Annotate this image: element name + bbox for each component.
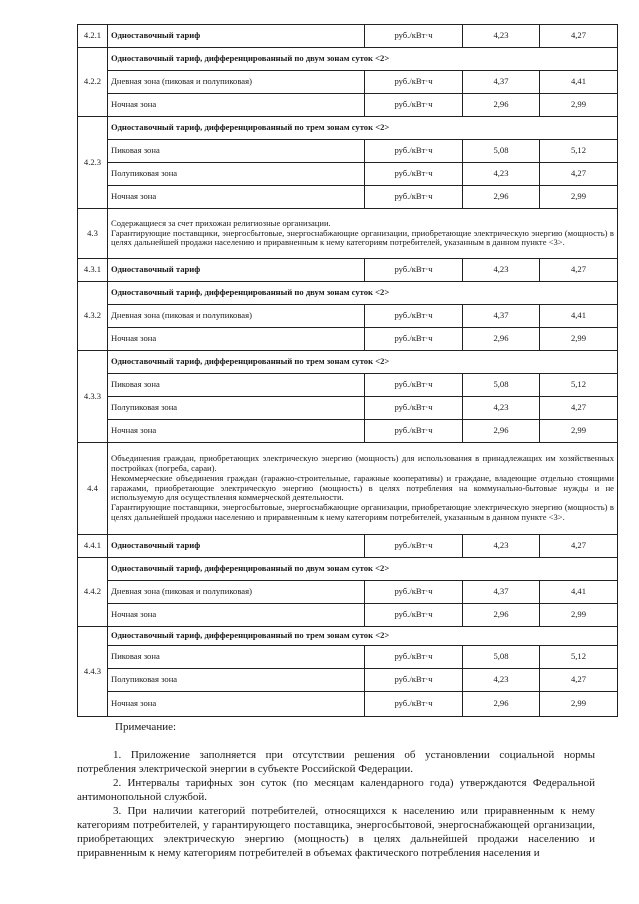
row-number: 4.3.2 xyxy=(78,282,108,351)
unit-cell: руб./кВт·ч xyxy=(365,71,463,94)
row-label: Одноставочный тариф xyxy=(108,25,365,48)
tariff-value-1: 2,96 xyxy=(463,604,540,627)
row-label: Ночная зона xyxy=(108,420,365,443)
tariff-value-1: 4,23 xyxy=(463,25,540,48)
table-row xyxy=(78,692,618,717)
unit-cell: руб./кВт·ч xyxy=(365,259,463,282)
tariff-value-1: 5,08 xyxy=(463,140,540,163)
table-row xyxy=(78,374,618,397)
unit-cell: руб./кВт·ч xyxy=(365,305,463,328)
unit-cell: руб./кВт·ч xyxy=(365,186,463,209)
unit-cell: руб./кВт·ч xyxy=(365,581,463,604)
row-number: 4.3.1 xyxy=(78,259,108,282)
table-row xyxy=(78,646,618,669)
table-row xyxy=(78,71,618,94)
tariff-value-1: 4,23 xyxy=(463,397,540,420)
tariff-value-2: 2,99 xyxy=(540,604,618,627)
tariff-value-1: 2,96 xyxy=(463,94,540,117)
unit-cell: руб./кВт·ч xyxy=(365,94,463,117)
table-row xyxy=(78,535,618,558)
table-row xyxy=(78,48,618,71)
row-number: 4.4.2 xyxy=(78,558,108,627)
table-row xyxy=(78,209,618,259)
unit-cell: руб./кВт·ч xyxy=(365,646,463,669)
unit-cell: руб./кВт·ч xyxy=(365,420,463,443)
tariff-value-1: 4,23 xyxy=(463,259,540,282)
row-label: Дневная зона (пиковая и полупиковая) xyxy=(108,71,365,94)
row-label: Пиковая зона xyxy=(108,646,365,669)
note-1: 1. Приложение заполняется при отсутствии решения об установлении социальной нормы потребления электрической энергии в субъекте Российской Федерации. xyxy=(77,749,595,775)
table-row xyxy=(78,443,618,535)
tariff-value-1: 4,23 xyxy=(463,669,540,692)
tariff-value-2: 4,41 xyxy=(540,71,618,94)
table-row xyxy=(78,604,618,627)
unit-cell: руб./кВт·ч xyxy=(365,328,463,351)
row-label: Дневная зона (пиковая и полупиковая) xyxy=(108,305,365,328)
tariff-value-2: 2,99 xyxy=(540,94,618,117)
tariff-value-2: 2,99 xyxy=(540,420,618,443)
tariff-table xyxy=(77,24,618,717)
table-row xyxy=(78,25,618,48)
row-label: Ночная зона xyxy=(108,94,365,117)
unit-cell: руб./кВт·ч xyxy=(365,163,463,186)
row-label: Ночная зона xyxy=(108,328,365,351)
unit-cell: руб./кВт·ч xyxy=(365,535,463,558)
tariff-value-2: 5,12 xyxy=(540,374,618,397)
tariff-value-2: 4,41 xyxy=(540,305,618,328)
tariff-value-1: 5,08 xyxy=(463,374,540,397)
row-number: 4.4.3 xyxy=(78,627,108,717)
tariff-value-1: 2,96 xyxy=(463,692,540,717)
tariff-value-1: 5,08 xyxy=(463,646,540,669)
tariff-value-2: 4,27 xyxy=(540,397,618,420)
tariff-value-1: 4,37 xyxy=(463,581,540,604)
row-label: Пиковая зона xyxy=(108,374,365,397)
unit-cell: руб./кВт·ч xyxy=(365,397,463,420)
tariff-value-1: 4,37 xyxy=(463,71,540,94)
row-number: 4.4.1 xyxy=(78,535,108,558)
row-number: 4.3.3 xyxy=(78,351,108,443)
tariff-value-1: 2,96 xyxy=(463,420,540,443)
row-label: Полупиковая зона xyxy=(108,669,365,692)
row-number: 4.2.1 xyxy=(78,25,108,48)
row-label: Дневная зона (пиковая и полупиковая) xyxy=(108,581,365,604)
table-row xyxy=(78,94,618,117)
table-row xyxy=(78,351,618,374)
table-row xyxy=(78,140,618,163)
tariff-value-2: 5,12 xyxy=(540,140,618,163)
table-row xyxy=(78,282,618,305)
table-row xyxy=(78,163,618,186)
notes-title: Примечание: xyxy=(115,721,177,733)
tariff-value-2: 4,27 xyxy=(540,535,618,558)
row-label: Одноставочный тариф xyxy=(108,259,365,282)
row-number: 4.4 xyxy=(78,443,108,535)
note-2: 2. Интервалы тарифных зон суток (по месяцам календарного года) утверждаются Федеральной антимонопольной службой. xyxy=(77,777,595,803)
row-label: Полупиковая зона xyxy=(108,397,365,420)
category-description: Содержащиеся за счет прихожан религиозные организации. Гарантирующие поставщики, энергосбытовые, энергоснабжающие организации, приобретающие электрическую энергию (мощность) в целях дальнейшей продажи населению и приравненным к нему категориям потребителей, указанным в данном пункте <3>. xyxy=(108,209,618,259)
unit-cell: руб./кВт·ч xyxy=(365,669,463,692)
table-row xyxy=(78,420,618,443)
table-row xyxy=(78,669,618,692)
row-label: Пиковая зона xyxy=(108,140,365,163)
row-subheading: Одноставочный тариф, дифференцированный по двум зонам суток <2> xyxy=(108,282,618,305)
row-label: Ночная зона xyxy=(108,692,365,717)
tariff-value-2: 4,27 xyxy=(540,163,618,186)
note-3: 3. При наличии категорий потребителей, относящихся к населению или приравненным к нему категориям потребителей, у гарантирующего поставщика, энергосбытовой, энергоснабжающей организации, приобретающих электрическую энергию (мощность) в целях дальнейшей продажи населению и приравненным к нему категориям потребителей в объемах фактического потребления населения и xyxy=(77,805,595,859)
unit-cell: руб./кВт·ч xyxy=(365,140,463,163)
tariff-value-2: 4,41 xyxy=(540,581,618,604)
table-row xyxy=(78,328,618,351)
tariff-value-1: 2,96 xyxy=(463,328,540,351)
table-row xyxy=(78,581,618,604)
row-number: 4.2.3 xyxy=(78,117,108,209)
row-subheading: Одноставочный тариф, дифференцированный по двум зонам суток <2> xyxy=(108,558,618,581)
table-row xyxy=(78,305,618,328)
table-row xyxy=(78,186,618,209)
table-row xyxy=(78,397,618,420)
table-row xyxy=(78,558,618,581)
row-label: Одноставочный тариф xyxy=(108,535,365,558)
row-label: Ночная зона xyxy=(108,604,365,627)
row-number: 4.2.2 xyxy=(78,48,108,117)
row-subheading: Одноставочный тариф, дифференцированный по двум зонам суток <2> xyxy=(108,48,618,71)
table-row xyxy=(78,259,618,282)
unit-cell: руб./кВт·ч xyxy=(365,692,463,717)
row-subheading: Одноставочный тариф, дифференцированный по трем зонам суток <2> xyxy=(108,627,618,646)
tariff-value-2: 4,27 xyxy=(540,25,618,48)
table-row xyxy=(78,117,618,140)
tariff-value-2: 2,99 xyxy=(540,328,618,351)
tariff-value-1: 2,96 xyxy=(463,186,540,209)
unit-cell: руб./кВт·ч xyxy=(365,25,463,48)
row-number: 4.3 xyxy=(78,209,108,259)
tariff-value-2: 4,27 xyxy=(540,669,618,692)
tariff-value-2: 2,99 xyxy=(540,692,618,717)
tariff-value-1: 4,37 xyxy=(463,305,540,328)
row-subheading: Одноставочный тариф, дифференцированный по трем зонам суток <2> xyxy=(108,351,618,374)
row-subheading: Одноставочный тариф, дифференцированный по трем зонам суток <2> xyxy=(108,117,618,140)
row-label: Полупиковая зона xyxy=(108,163,365,186)
tariff-value-1: 4,23 xyxy=(463,163,540,186)
tariff-value-2: 4,27 xyxy=(540,259,618,282)
unit-cell: руб./кВт·ч xyxy=(365,604,463,627)
table-row xyxy=(78,627,618,646)
category-description: Объединения граждан, приобретающих электрическую энергию (мощность) для использования в принадлежащих им хозяйственных постройках (погреба, сараи). Некоммерческие объединения граждан (гаражно-строительные, гаражные кооперативы) и граждане, владеющие отдельно стоящими гаражами, приобретающие электрическую энергию (мощность) в целях потребления на коммунально-бытовые нужды и не используемую для осуществления коммерческой деятельности. Гарантирующие поставщики, энергосбытовые, энергоснабжающие организации, приобретающие электрическую энергию (мощность) в целях дальнейшей продажи населению и приравненным к нему категориям потребителей, указанным в данном пункте <3>. xyxy=(108,443,618,535)
unit-cell: руб./кВт·ч xyxy=(365,374,463,397)
tariff-value-1: 4,23 xyxy=(463,535,540,558)
row-label: Ночная зона xyxy=(108,186,365,209)
tariff-value-2: 2,99 xyxy=(540,186,618,209)
tariff-value-2: 5,12 xyxy=(540,646,618,669)
